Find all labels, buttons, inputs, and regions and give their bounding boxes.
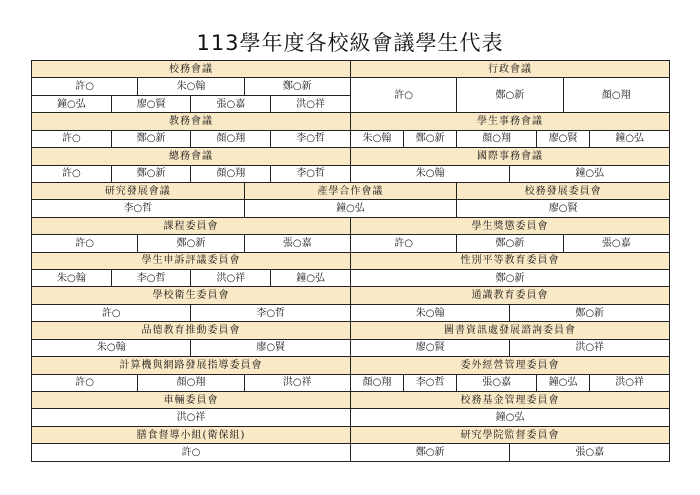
committee-header: 總務會議 xyxy=(32,148,351,165)
committee-header: 研究學院監督委員會 xyxy=(350,426,669,443)
representative-cell: 許○ xyxy=(32,130,112,147)
table-row xyxy=(32,270,670,287)
committee-header: 性別平等教育委員會 xyxy=(350,252,669,269)
representative-cell: 鐘○弘 xyxy=(510,165,670,182)
committee-header: 校務會議 xyxy=(32,61,351,78)
representative-cell: 廖○賢 xyxy=(536,130,589,147)
representative-cell: 洪○祥 xyxy=(191,270,271,287)
table-row xyxy=(32,217,670,234)
table-row xyxy=(32,165,670,182)
representative-cell: 許○ xyxy=(32,165,112,182)
table-row xyxy=(32,374,670,391)
committee-header: 學生事務會議 xyxy=(350,113,669,130)
representative-cell: 朱○翰 xyxy=(350,304,509,321)
committee-header: 教務會議 xyxy=(32,113,351,130)
representatives-table xyxy=(31,60,670,462)
committee-header: 車輛委員會 xyxy=(32,392,351,409)
representative-cell: 許○ xyxy=(350,78,456,113)
table-row xyxy=(32,392,670,409)
representative-cell: 李○哲 xyxy=(32,200,245,217)
representative-cell: 鐘○弘 xyxy=(350,409,669,426)
representative-cell: 鐘○弘 xyxy=(244,200,457,217)
representative-cell: 鄭○新 xyxy=(138,235,244,252)
representative-cell: 李○哲 xyxy=(404,374,457,391)
representative-cell: 鄭○新 xyxy=(350,270,669,287)
representative-cell: 鄭○新 xyxy=(244,78,350,95)
committee-header: 計算機與網路發展指導委員會 xyxy=(32,357,351,374)
table-row xyxy=(32,113,670,130)
representative-cell: 鄭○新 xyxy=(111,165,191,182)
representative-cell: 張○嘉 xyxy=(457,374,537,391)
committee-header: 學生獎懲委員會 xyxy=(350,217,669,234)
committee-header: 行政會議 xyxy=(350,61,669,78)
representative-cell: 朱○翰 xyxy=(350,130,403,147)
representative-cell: 洪○祥 xyxy=(271,95,351,112)
table-row xyxy=(32,78,670,95)
table-row xyxy=(32,252,670,269)
committee-header: 校務發展委員會 xyxy=(457,182,670,199)
representative-cell: 鄭○新 xyxy=(111,130,191,147)
representative-cell: 鄭○新 xyxy=(457,78,563,113)
committee-header: 品德教育推動委員會 xyxy=(32,322,351,339)
representative-cell: 鄭○新 xyxy=(457,235,563,252)
representative-cell: 廖○賢 xyxy=(457,200,670,217)
representative-cell: 張○嘉 xyxy=(563,235,669,252)
committee-header: 膳食督導小組(衛保組) xyxy=(32,426,351,443)
table-row xyxy=(32,235,670,252)
table-row xyxy=(32,322,670,339)
representative-cell: 廖○賢 xyxy=(350,339,509,356)
representative-cell: 洪○祥 xyxy=(244,374,350,391)
representative-cell: 鐘○弘 xyxy=(271,270,351,287)
representative-cell: 顏○翔 xyxy=(350,374,403,391)
representative-cell: 鐘○弘 xyxy=(32,95,112,112)
committee-header: 產學合作會議 xyxy=(244,182,457,199)
representative-cell: 顏○翔 xyxy=(138,374,244,391)
representative-cell: 顏○翔 xyxy=(457,130,537,147)
representative-cell: 張○嘉 xyxy=(510,444,670,462)
representative-cell: 鄭○新 xyxy=(350,444,509,462)
representative-cell: 許○ xyxy=(32,374,138,391)
representative-cell: 顏○翔 xyxy=(191,165,271,182)
table-row xyxy=(32,61,670,78)
representative-cell: 鐘○弘 xyxy=(536,374,589,391)
committee-header: 校務基金管理委員會 xyxy=(350,392,669,409)
representative-cell: 廖○賢 xyxy=(111,95,191,112)
committee-header: 學校衛生委員會 xyxy=(32,287,351,304)
table-row xyxy=(32,426,670,443)
committee-header: 國際事務會議 xyxy=(350,148,669,165)
representative-cell: 許○ xyxy=(350,235,456,252)
representative-cell: 鄭○新 xyxy=(404,130,457,147)
representative-cell: 鄭○新 xyxy=(510,304,670,321)
table-row xyxy=(32,304,670,321)
table-row xyxy=(32,130,670,147)
representative-cell: 許○ xyxy=(32,235,138,252)
table-row xyxy=(32,409,670,426)
table-row xyxy=(32,182,670,199)
table-row xyxy=(32,200,670,217)
table-row xyxy=(32,287,670,304)
representative-cell: 李○哲 xyxy=(111,270,191,287)
representative-cell: 李○哲 xyxy=(271,165,351,182)
table-row xyxy=(32,444,670,462)
representative-cell: 李○哲 xyxy=(191,304,350,321)
committee-header: 研究發展會議 xyxy=(32,182,245,199)
representative-cell: 李○哲 xyxy=(271,130,351,147)
representative-cell: 洪○祥 xyxy=(510,339,670,356)
representative-cell: 許○ xyxy=(32,78,138,95)
committee-header: 學生申訴評議委員會 xyxy=(32,252,351,269)
representative-cell: 朱○翰 xyxy=(350,165,509,182)
committee-header: 委外經營管理委員會 xyxy=(350,357,669,374)
representative-cell: 朱○翰 xyxy=(138,78,244,95)
representative-cell: 許○ xyxy=(32,304,191,321)
table-row xyxy=(32,148,670,165)
representative-cell: 顏○翔 xyxy=(191,130,271,147)
representative-cell: 張○嘉 xyxy=(244,235,350,252)
committee-header: 課程委員會 xyxy=(32,217,351,234)
representative-cell: 許○ xyxy=(32,444,351,462)
representative-cell: 顏○翔 xyxy=(563,78,669,113)
representative-cell: 廖○賢 xyxy=(191,339,350,356)
representative-cell: 鐘○弘 xyxy=(590,130,670,147)
representative-cell: 洪○祥 xyxy=(590,374,670,391)
committee-header: 通識教育委員會 xyxy=(350,287,669,304)
representative-cell: 朱○翰 xyxy=(32,270,112,287)
page-title: 113學年度各校級會議學生代表 xyxy=(196,31,504,55)
table-row xyxy=(32,357,670,374)
representative-cell: 洪○祥 xyxy=(32,409,351,426)
representative-cell: 張○嘉 xyxy=(191,95,271,112)
committee-header: 圖書資訊處發展諮詢委員會 xyxy=(350,322,669,339)
table-row xyxy=(32,339,670,356)
representative-cell: 朱○翰 xyxy=(32,339,191,356)
